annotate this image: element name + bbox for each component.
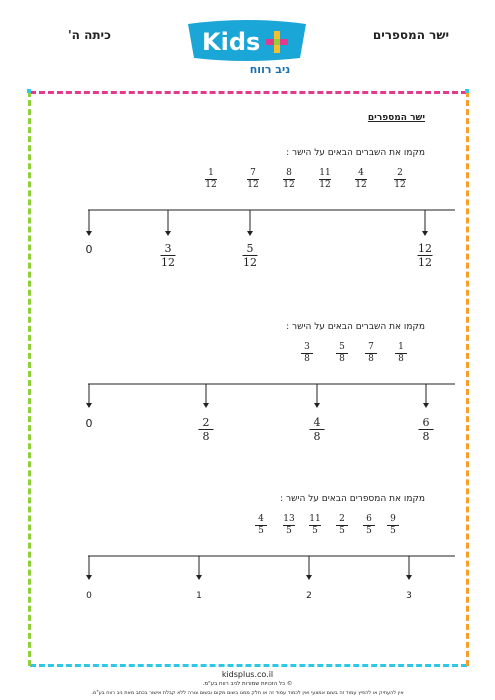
numerator: 13 [283,514,295,524]
arrow-head-icon [422,231,428,236]
denominator: 12 [161,256,175,269]
numerator: 4 [358,168,364,178]
arrow-head-icon [165,231,171,236]
arrow-head-icon [196,575,202,580]
denominator: 5 [339,526,345,536]
numerator: 11 [309,514,321,524]
denominator: 12 [247,180,259,190]
denominator: 5 [312,526,318,536]
tick-label: 2 [306,591,312,601]
denominator: 12 [418,256,432,269]
tick-label: 0 [85,243,93,256]
numerator: 8 [286,168,292,178]
tick-label: 1 [196,591,202,601]
worksheet-title: ישר המספרים [367,113,425,123]
arrow-head-icon [203,403,209,408]
exercise-instruction: מקמו את המספרים הבאים על הישר : [280,494,425,504]
grade-label: כיתה ה' [68,28,111,42]
numerator: 2 [397,168,403,178]
denominator: 8 [398,354,404,364]
numerator: 2 [202,416,210,429]
denominator: 5 [366,526,372,536]
denominator: 8 [422,430,430,443]
footer-copyright: © כל הזכויות שמורות לניב רווח בע"מ. [202,681,293,687]
tick-label: 0 [86,591,92,601]
numerator: 7 [250,168,256,178]
arrow-head-icon [86,403,92,408]
arrow-head-icon [306,575,312,580]
logo-subtext: ניב רווח [249,63,291,76]
numerator: 2 [339,514,345,524]
denominator: 12 [319,180,331,190]
arrow-head-icon [314,403,320,408]
denominator: 12 [243,256,257,269]
numerator: 7 [368,342,374,352]
denominator: 8 [368,354,374,364]
denominator: 8 [313,430,321,443]
arrow-head-icon [247,231,253,236]
arrow-head-icon [86,231,92,236]
numerator: 3 [304,342,310,352]
numerator: 5 [339,342,345,352]
numerator: 5 [246,242,254,255]
exercise-instruction: מקמו את השברים הבאים על הישר : [286,322,425,332]
subject-title: ישר המספרים [372,28,449,42]
footer-url[interactable]: kidsplus.co.il [221,670,274,679]
numerator: 12 [418,242,432,255]
numerator: 1 [398,342,404,352]
denominator: 8 [202,430,210,443]
numerator: 1 [208,168,214,178]
denominator: 12 [205,180,217,190]
arrow-head-icon [423,403,429,408]
denominator: 12 [394,180,406,190]
denominator: 12 [355,180,367,190]
numerator: 4 [258,514,264,524]
numerator: 6 [366,514,372,524]
numerator: 11 [319,168,331,178]
denominator: 8 [304,354,310,364]
arrow-head-icon [86,575,92,580]
denominator: 5 [286,526,292,536]
exercise-instruction: מקמו את השברים הבאים על הישר : [286,148,425,158]
numerator: 9 [390,514,396,524]
denominator: 5 [390,526,396,536]
numerator: 4 [313,416,321,429]
tick-label: 3 [406,591,412,601]
logo-wordmark: Kids [202,28,261,56]
numerator: 3 [164,242,172,255]
numerator: 6 [422,416,430,429]
arrow-head-icon [406,575,412,580]
footer-notice: אין להעתיק או להפיץ עמוד זה בשום אמצעי ואין לכמוד עמוד זה או חלק ממנו בשום מקום ובשום צורה ללא קבלת אישור בכתב מאת ניב רווח בע"מ. [91,690,404,696]
denominator: 5 [258,526,264,536]
tick-label: 0 [85,417,93,430]
denominator: 8 [339,354,345,364]
denominator: 12 [283,180,295,190]
